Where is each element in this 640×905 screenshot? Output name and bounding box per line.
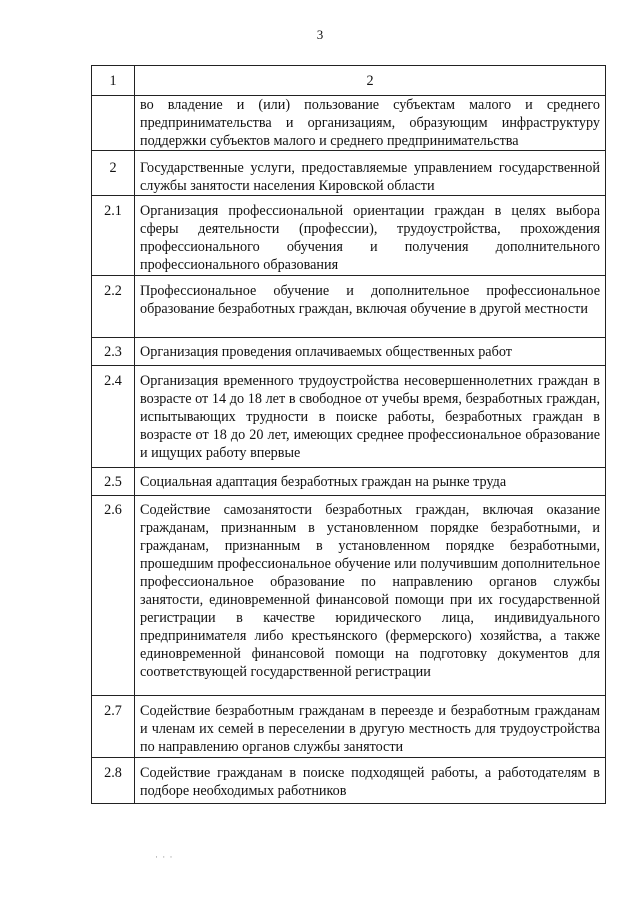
row-text: Организация временного трудоустройства несовершеннолетних граждан в возрасте от 14 до 18 лет в свободное от учебы время, безработных граждан, испытывающих трудности в поиске работы, безработных граждан в возрасте от 18 до 20 лет, имеющих среднее профессиональное образование и ищущих работу впервые (135, 366, 606, 468)
table-row (92, 338, 606, 366)
row-text: Государственные услуги, предоставляемые управлением государственной службы занятости населения Кировской области (135, 151, 606, 196)
table-row (92, 496, 606, 696)
table-row (92, 96, 606, 151)
table-row (92, 276, 606, 338)
row-text: Профессиональное обучение и дополнительное профессиональное образование безработных граждан, включая обучение в другой местности (135, 276, 606, 338)
row-number (92, 96, 135, 151)
row-number: 2.6 (92, 496, 135, 696)
table-row (92, 696, 606, 758)
row-text: во владение и (или) пользование субъектам малого и среднего предпринимательства и организациям, образующим инфраструктуру поддержки субъектов малого и среднего предпринимательства (135, 96, 606, 151)
scan-artifact: · · · (155, 852, 174, 862)
row-text: Содействие самозанятости безработных граждан, включая оказание гражданам, признанным в установленном порядке безработными, и гражданам, признанным в установленном порядке безработными, прошедшим профессиональное обучение или получившим дополнительное профессиональное образование по направлению органов службы занятости, единовременной финансовой помощи при их государственной регистрации в качестве юридического лица, индивидуального предпринимателя либо крестьянского (фермерского) хозяйства, а также единовременной финансовой помощи на подготовку документов для соответствующей государственной регистрации (135, 496, 606, 696)
page-number: 3 (316, 27, 324, 42)
row-number: 2.8 (92, 758, 135, 804)
table-row (92, 468, 606, 496)
row-number: 2 (92, 151, 135, 196)
header-cell-description: 2 (135, 66, 606, 96)
row-text: Содействие безработным гражданам в переезде и безработным гражданам и членам их семей в переселении в другую местность для трудоустройства по направлению органов службы занятости (135, 696, 606, 758)
table-row (92, 196, 606, 276)
table-row (92, 151, 606, 196)
row-number: 2.7 (92, 696, 135, 758)
row-number: 2.1 (92, 196, 135, 276)
row-number: 2.4 (92, 366, 135, 468)
row-text: Социальная адаптация безработных граждан на рынке труда (135, 468, 606, 496)
row-text: Содействие гражданам в поиске подходящей работы, а работодателям в подборе необходимых работников (135, 758, 606, 804)
header-cell-number: 1 (92, 66, 135, 96)
table-row (92, 366, 606, 468)
row-number: 2.3 (92, 338, 135, 366)
row-number: 2.5 (92, 468, 135, 496)
row-number: 2.2 (92, 276, 135, 338)
table-header-row (92, 66, 606, 96)
table-row (92, 758, 606, 804)
row-text: Организация проведения оплачиваемых общественных работ (135, 338, 606, 366)
row-text: Организация профессиональной ориентации граждан в целях выбора сферы деятельности (профессии), трудоустройства, прохождения профессионального обучения и получения дополнительного профессионального образования (135, 196, 606, 276)
services-table (91, 65, 606, 804)
